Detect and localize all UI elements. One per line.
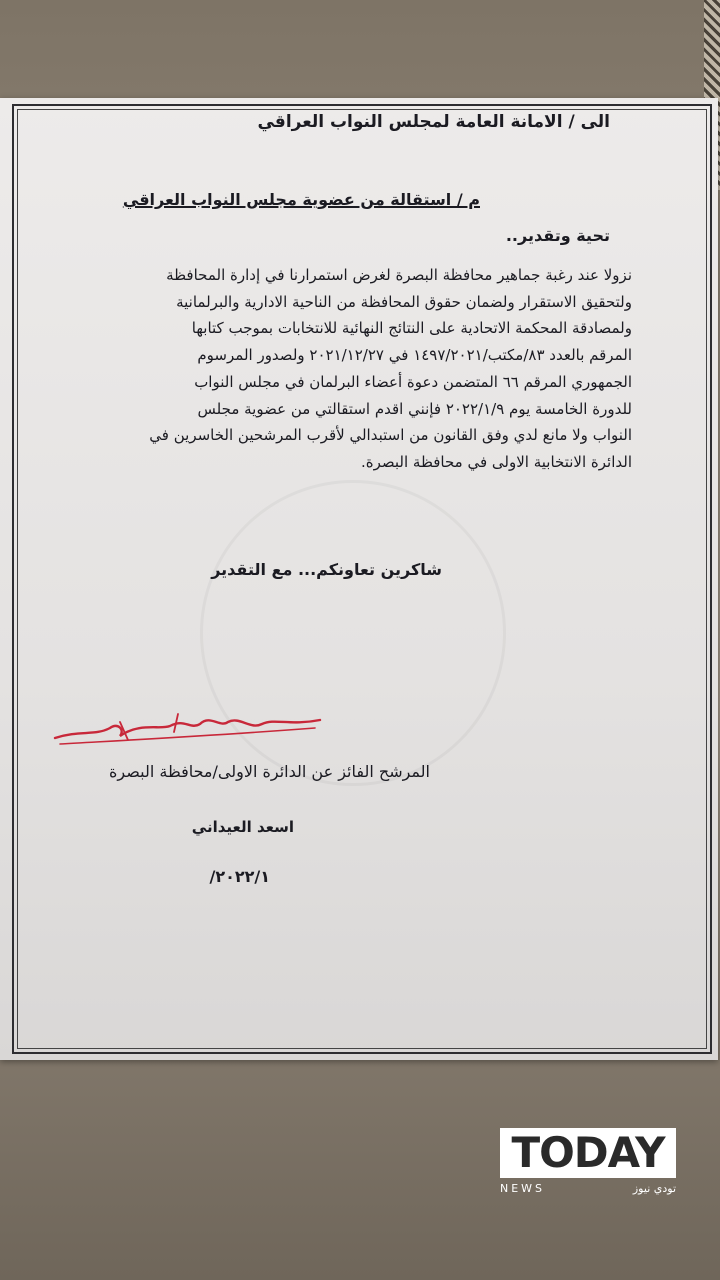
logo-arabic: تودي نيوز	[632, 1182, 676, 1195]
letter-body	[72, 262, 632, 476]
signer-name: اسعد العيداني	[191, 818, 294, 836]
greeting: تحية وتقدير..	[505, 226, 610, 245]
body-line: الجمهوري المرقم ٦٦ المتضمن دعوة أعضاء البرلمان في مجلس النواب	[194, 372, 632, 391]
handwritten-signature	[50, 700, 330, 750]
logo-brand: TODAY	[511, 1128, 665, 1177]
body-line: نزولا عند رغبة جماهير محافظة البصرة لغرض استمرارنا في إدارة المحافظة	[166, 266, 632, 284]
body-line: ولمصادقة المحكمة الاتحادية على النتائج النهائية للانتخابات بموجب كتابها	[191, 319, 632, 338]
letter-date: ٢٠٢٢/١/	[209, 867, 270, 886]
logo-box	[500, 1128, 676, 1178]
body-line: النواب ولا مانع لدي وفق القانون من استبدالي لأقرب المرشحين الخاسرين في	[149, 426, 632, 445]
signer-role: المرشح الفائز عن الدائرة الاولى/محافظة البصرة	[109, 762, 430, 781]
closing-line: شاكرين تعاونكم... مع التقدير	[211, 560, 442, 579]
body-line: ولتحقيق الاستقرار ولضمان حقوق المحافظة من الناحية الادارية والبرلمانية	[176, 292, 632, 311]
body-line: المرقم بالعدد ٨٣/مكتب/١٤٩٧/٢٠٢١ في ٢٠٢١/١٢/٢٧ ولصدور المرسوم	[197, 346, 632, 365]
recipient-line: الى / الامانة العامة لمجلس النواب العراقي	[257, 112, 610, 132]
logo-news: NEWS	[500, 1182, 546, 1195]
subject-text: م / استقالة من عضوية مجلس النواب العراقي	[122, 190, 480, 209]
body-line: للدورة الخامسة يوم ٢٠٢٢/١/٩ فإنني اقدم استقالتي من عضوية مجلس	[197, 399, 632, 418]
logo-subtitle	[500, 1182, 676, 1195]
body-line: الدائرة الانتخابية الاولى في محافظة البصرة.	[360, 452, 632, 471]
subject-line	[123, 190, 480, 209]
today-news-logo	[500, 1128, 676, 1198]
